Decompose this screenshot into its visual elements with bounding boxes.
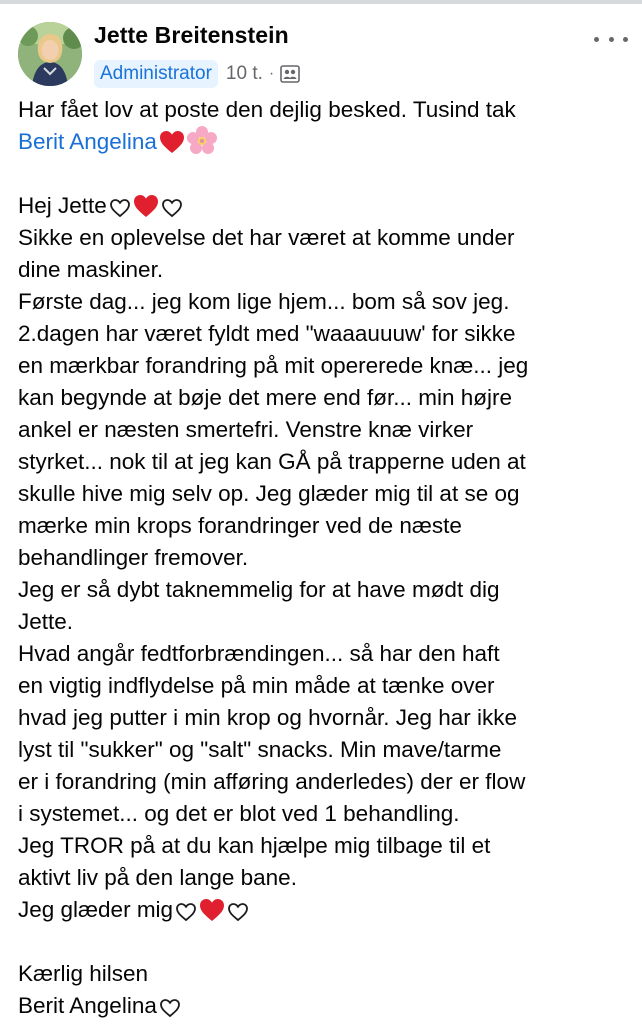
body-line: kan begynde at bøje det mere end før... min højre [18, 385, 513, 410]
body-line: i systemet... og det er blot ved 1 behandling. [18, 801, 460, 826]
more-horizontal-icon [594, 37, 599, 42]
body-line: skulle hive mig selv op. Jeg glæder mig til at se og [18, 481, 520, 506]
signoff-line: Kærlig hilsen [18, 961, 149, 986]
body-line: mærke min krops forandringer ved de næste [18, 513, 462, 538]
mention-link[interactable]: Berit Angelina [18, 129, 157, 154]
body-line: 2.dagen har været fyldt med "waaauuuw' for sikke [18, 321, 516, 346]
post-timestamp[interactable]: 10 t. [225, 63, 263, 84]
post-card [0, 4, 642, 1018]
mention-line [18, 126, 634, 158]
post-header [0, 4, 642, 90]
body-line: en mærkbar forandring på mit opererede knæ... jeg [18, 353, 529, 378]
cherry-blossom-icon [187, 126, 217, 163]
post-meta [94, 59, 300, 89]
red-heart-icon [159, 130, 185, 163]
signature-line: Berit Angelina [18, 990, 634, 1022]
body-line: Hvad angår fedtforbrændingen... så har den haft [18, 641, 500, 666]
body-line: Jeg er så dybt taknemmelig for at have mødt dig [18, 577, 500, 602]
closing-line: Jeg glæder mig [18, 894, 634, 926]
white-heart-icon [227, 899, 249, 931]
body-line: Jette. [18, 609, 74, 634]
red-heart-icon [199, 898, 225, 931]
avatar-photo [18, 22, 82, 86]
group-audience-icon [280, 65, 300, 83]
body-line: ankel er næsten smertefri. Venstre knæ virker [18, 417, 474, 442]
white-heart-icon [159, 995, 181, 1027]
avatar[interactable] [18, 22, 82, 86]
meta-separator: · [268, 65, 275, 82]
author-name[interactable]: Jette Breitenstein [94, 22, 289, 48]
body-line: Første dag... jeg kom lige hjem... bom så sov jeg. [18, 289, 510, 314]
body-line: er i forandring (min afføring anderledes) der er flow [18, 769, 526, 794]
body-line: dine maskiner. [18, 257, 164, 282]
body-line: Jeg TROR på at du kan hjælpe mig tilbage til et [18, 833, 491, 858]
greeting-line: Hej Jette [18, 190, 634, 222]
white-heart-icon [175, 899, 197, 931]
body-line: en vigtig indflydelse på min måde at tænke over [18, 673, 495, 698]
role-badge: Administrator [94, 60, 218, 88]
body-line: lyst til "sukker" og "salt" snacks. Min mave/tarme [18, 737, 502, 762]
more-options-button[interactable] [594, 28, 628, 50]
body-line: behandlinger fremover. [18, 545, 249, 570]
body-line: Sikke en oplevelse det har været at komme under [18, 225, 515, 250]
post-text [18, 94, 634, 1022]
body-line: styrket... nok til at jeg kan GÅ på trapperne uden at [18, 449, 526, 474]
body-line: aktivt liv på den lange bane. [18, 865, 297, 890]
intro-line: Har fået lov at poste den dejlig besked. Tusind tak [18, 97, 516, 122]
body-line: hvad jeg putter i min krop og hvornår. Jeg har ikke [18, 705, 518, 730]
